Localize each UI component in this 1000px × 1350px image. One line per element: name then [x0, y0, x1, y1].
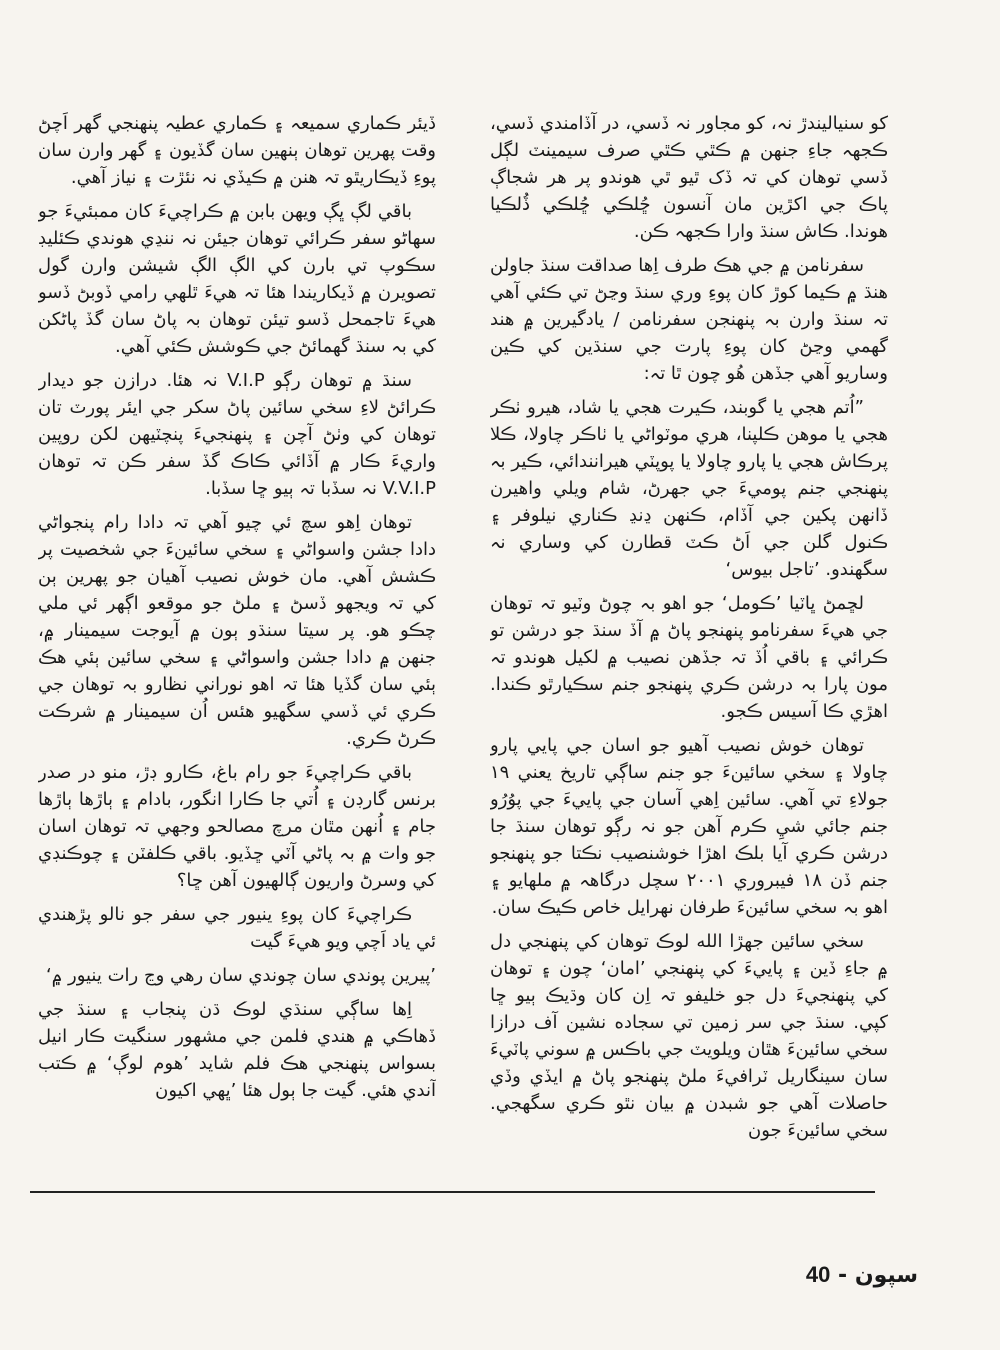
- article-column-left: [38, 110, 436, 1178]
- paragraph: سفرنامن ۾ جي هڪ طرف اِها صداقت سنڌ جاولن هنڌ ۾ ڪيما کوڙ کان پوءِ وري سنڌ وڃڻ تي ڪئي آهي تہ سنڌ وارن بہ پنهنجن سفرنامن / يادگيرين ۾ هند گهمي وڃڻ کان پوءِ پارت جي سنڌين کي ڪين وساريو آهي جڏهن هُو چون ٿا تہ:: [490, 255, 888, 384]
- folio-separator: -: [838, 1263, 848, 1288]
- paragraph: سنڌ ۾ توهان رڳو V.I.P نہ هئا. درازن جو ديدار ڪرائڻ لاءِ سخي سائين پاڻ سکر جي ايئر پورٽ تان توهان کي وٺڻ آچن ۽ پنهنجيءَ پنچٽيهن لکن روپين واريءَ ڪار ۾ آڏائي ڪاڪ گڏ سفر ڪن تہ توهان V.V.I.P نہ سڏبا تہ ٻيو ڇا سڏبا.: [38, 370, 436, 499]
- paragraph: باقي لڳ ڀڳ ويهن بابن ۾ ڪراچيءَ کان ممبئيءَ جو سهاڻو سفر ڪرائي توهان جيئن نہ ننڍي هوندي ڪئليڊ سڪوپ تي بارن کي الڳ الڳ شيشن وارن گول تصويرن ۾ ڏيکاريندا هئا تہ هيءَ ٿلهي رامي ڏوبڻ ڏسو هيءَ تاجمحل ڏسو تيئن توهان بہ پاڻ سان گڏ پاڻکن کي بہ سنڌ گهمائڻ جي ڪوشش ڪئي آهي.: [38, 201, 436, 357]
- page-number: 40: [805, 1262, 831, 1287]
- paragraph-quote: ”اُتم هجي يا گوبند، ڪيرت هجي يا شاد، هيرو ٺڪر هجي يا موهن ڪلپنا، هري موٽواڻي يا ٺاڪر چاولا، ڪلا پرڪاش هجي يا پارو چاولا يا پوپٽي هيرانندائي، ڪير بہ پنهنجي جنم پوميءَ جي جهرڻ، شام ويلي واهيرن ڏانهن پکين جي آڏام، ڪنهن ڍنڍ ڪناري نيلوفر ۽ ڪنول گلن جي اَڻ ڪٽ قطارن کي وساري نہ سگهندو. ’تاجل بيوس‘: [490, 397, 888, 580]
- paragraph: توهان خوش نصيب آهيو جو اسان جي پايي پارو چاولا ۽ سخي سائينءَ جو جنم ساڳي تاريخ يعني ١٩ جولاءِ تي آهي. سائين اِهي آسان جي پاييءَ جي پوُرُو جنم جائي شيِ ڪرم آهن جو نہ رڳو توهان سنڌ جا درشن ڪري آيا بلڪ اهڙا خوشنصيب نڪتا جو پنهنجو جنم ڏن ١٨ فيبروري ٢٠٠١ سچل درگاهہ ۾ ملهايو ۽ اهو بہ سخي سائينءَ طرفان نهرايل خاص ڪيڪ سان.: [490, 735, 888, 918]
- paragraph: ڏيئر ڪماري سميعہ ۽ ڪماري عطيہ پنهنجي گهر اَچڻ وقت پهرين توهان ٻنهين سان گڏيون ۽ گهر وارن سان پوءِ ڏيڪاريٿو تہ هنن ۾ ڪيڏي نہ نئڙت ۽ نياز آهي.: [38, 113, 436, 188]
- paragraph: سخي سائين جهڙا الله لوڪ توهان کي پنهنجي دل ۾ جاءِ ڏين ۽ پاييءَ کي پنهنجي ’امان‘ چون ۽ توهان کي پنهنجيءَ دل جو خليفو تہ اِن کان وڌيڪ ٻيو ڇا کپي. سنڌ جي سر زمين تي سجاده نشين آف درازا سخي سائينءَ هٿان ويلويٽ جي باڪس ۾ سوني پاٽيءَ سان سينگاريل ٽرافيءَ ملڻ پنهنجو پاڻ ۾ ايڏي وڏي حاصلات آهي جو شبدن ۾ بيان نٿو ڪري سگهجي. سخي سائينءَ جون: [490, 931, 888, 1141]
- paragraph: توهان اِهو سچ ئي چيو آهي تہ دادا رام پنجواڻي دادا جشن واسواڻي ۽ سخي سائينءَ جي شخصيت پر ڪشش آهي. مان خوش نصيب آهيان جو پهرين ٻن کي تہ ويجهو ڏسڻ ۽ ملڻ جو موقعو اڳهر ئي ملي چڪو هو. پر سيتا سنڌو ٻون ۾ آيوجت سيمينار ۾، جنهن ۾ دادا جشن واسواڻي ۽ سخي سائين ٻئي هڪ ٻئي سان گڏيا هئا تہ اهو نوراني نظارو بہ توهان جي ڪري ئي ڏسي سگهيو هئس اُن سيمينار ۾ شرڪت ڪرڻ ڪري.: [38, 512, 436, 749]
- magazine-name: سپون: [854, 1263, 918, 1288]
- paragraph: ڪراچيءَ کان پوءِ ينيور جي سفر جو نالو پڙهندي ئي ياد اَچي ويو هيءَ گيت: [38, 904, 436, 952]
- paragraph: کو سنياليندڙ نہ، کو مجاور نہ ڏسي، در آڏامندي ڏسي، ڪجهہ جاءِ جنهن ۾ ڪٿي ڪٿي صرف سيمينٽ لڳل ڏسي توهان کي تہ ڏک ٿيو ٿي هوندو پر هر شجاڳ پاڪ جي اکڙين مان آنسون ڇُلڪي ڇُلڪي ڏُلڪيا هوندا. ڪاش سنڌ وارا ڪجهہ ڪن.: [490, 113, 888, 242]
- page-folio: [778, 1262, 918, 1288]
- paragraph: اِها ساڳي سنڌي لوڪ ڌن پنجاب ۽ سنڌ جي ڏهاڪي ۾ هندي فلمن جي مشهور سنگيت ڪار انيل بسواس پنهنجي هڪ فلم شايد ’هوم لوڳ‘ ۾ ڪتب آندي هئي. گيت جا ٻول هئا ’ڀهي اکيون: [38, 999, 436, 1101]
- song-lyric: ’پيرين پوندي سان چوندي سان رهي وڃ رات ينيور ۾‘: [46, 965, 436, 986]
- paragraph: باقي ڪراچيءَ جو رام باغ، ڪارو ڊڙ، منو در صدر برنس گارڊن ۽ اُتي جا ڪارا انگور، بادام ۽ ٻاڙها ٻاڙها جام ۽ اُنهن مٿان مرچ مصالحو وجهي تہ توهان اسان جو وات ۾ بہ پاڻي آٽي ڇڏيو. باقي ڪلفٽن ۽ چوڪنڊي کي وسرڻ واريون ڳالهيون آهن ڇا؟: [38, 762, 436, 891]
- footer-divider: [30, 1191, 875, 1193]
- paragraph: لڇمڻ ڀاٽيا ’ڪومل‘ جو اهو بہ چوڻ وٽيو تہ توهان جي هيءَ سفرنامو پنهنجو پاڻ ۾ آڏ سنڌ جو درشن تو ڪرائي ۽ باقي اُڏ تہ جڏهن نصيب ۾ لکيل هوندو تہ مون پارا بہ درشن ڪري پنهنجو جنم سڪيارٿو ڪندا. اهڙي ڪا آسيس ڪجو.: [490, 593, 888, 722]
- article-column-right: [490, 110, 888, 1178]
